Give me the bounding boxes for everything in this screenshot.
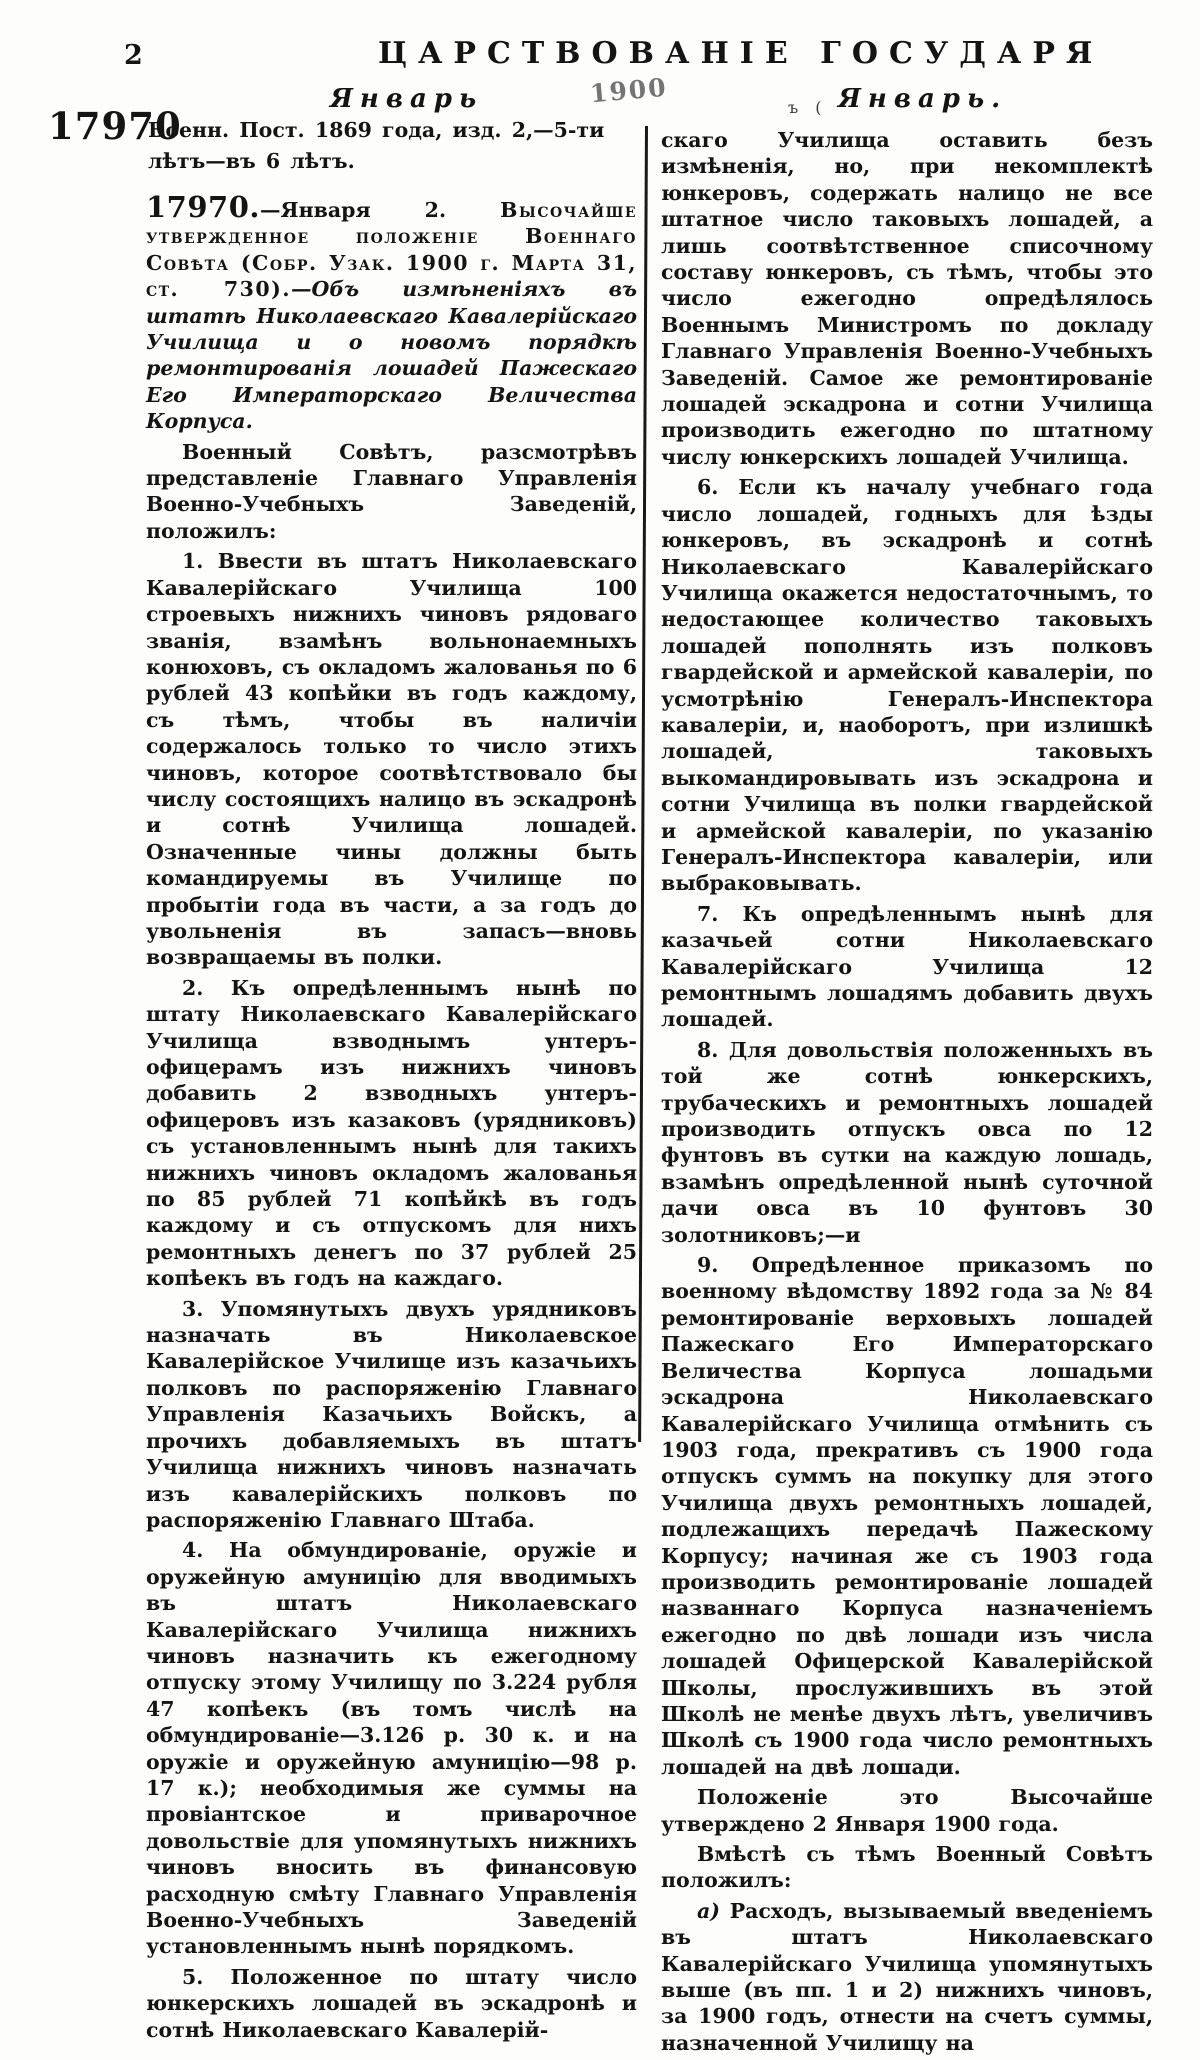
right-column	[661, 127, 1153, 2060]
paragraph-point-6: 6. Если къ началу учебнаго года число лошадей, годныхъ для ѣзды юнкеровъ, въ эскадронѣ и сотнѣ Николаевскаго Кавалерійскаго Училища окажется недостаточнымъ, то недостающее количество таковыхъ лошадей пополнять изъ полковъ гвардейской и армейской кавалеріи, по усмотрѣнію Генералъ-Инспектора кавалеріи, и, наоборотъ, при излишкѣ лошадей, таковыхъ выкомандировывать изъ эскадрона и сотни Училища въ полки гвардейской и армейской кавалеріи, по указанію Генералъ-Инспектора кавалеріи, или выбраковывать.	[661, 475, 1153, 896]
paragraph-point-2: 2. Къ опредѣленнымъ нынѣ по штату Николаевскаго Кавалерійскаго Училища взводнымъ унтеръ-офицерамъ изъ нижнихъ чиновъ добавить 2 взводныхъ унтеръ-офицеровъ изъ казаковъ (урядниковъ) съ установленнымъ нынѣ для такихъ нижнихъ чиновъ окладомъ жалованья по 85 рублей 71 копѣйкѣ въ годъ каждому и съ отпускомъ для нихъ ремонтныхъ денегъ по 37 рублей 25 копѣекъ въ годъ на каждаго.	[146, 975, 637, 1291]
paragraph-point-7: 7. Къ опредѣленнымъ нынѣ для казачьей сотни Николаевскаго Кавалерійскаго Училища 12 ремонтнымъ лошадямъ добавить двухъ лошадей.	[661, 901, 1153, 1032]
paragraph-point-5-continued: скаго Училища оставить безъ измѣненія, но, при некомплектѣ юнкеровъ, содержать налицо не все штатное число таковыхъ лошадей, а лишь соотвѣтственное списочному составу юнкеровъ, съ тѣмъ, чтобы это число ежегодно опредѣлялось Военнымъ Министромъ по докладу Главнаго Управленія Военно-Учебныхъ Заведеній. Самое же ремонтированіе лошадей эскадрона и сотни Училища производить ежегодно по штатному числу юнкерскихъ лошадей Училища.	[661, 128, 1153, 469]
header-month-right: Январь.	[838, 84, 1008, 114]
article-heading	[146, 190, 637, 435]
paragraph-point-4: 4. На обмундированіе, оружіе и оружейную амуницію для вводимыхъ въ штатъ Николаевскаго Кавалерійскаго Училища нижнихъ чиновъ назначить къ ежегодному отпуску этому Училищу по 3.224 рубля 47 копѣекъ (въ томъ числѣ на обмундированіе—3.126 р. 30 к. и на оружіе и оружейную амуницію—98 р. 17 к.); необходимыя же суммы на провіантское и приварочное довольствіе для упомянутыхъ нижнихъ чиновъ вносить въ финансовую расходную смѣту Главнаго Управленія Военно-Учебныхъ Заведеній установленнымъ нынѣ порядкомъ.	[146, 1538, 637, 1959]
paragraph-council-resolved: Вмѣстѣ съ тѣмъ Военный Совѣтъ положилъ:	[661, 1842, 1153, 1893]
paragraph-item-a	[661, 1898, 1153, 2056]
paragraph-point-3: 3. Упомянутыхъ двухъ урядниковъ назначать въ Николаевское Кавалерійское Училище изъ казачьихъ полковъ по распоряженію Главнаго Управленія Казачьихъ Войскъ, а прочихъ добавляемыхъ въ штатъ Училища нижнихъ чиновъ назначать изъ кавалерійскихъ полковъ по распоряженію Главнаго Штаба.	[146, 1296, 637, 1532]
paragraph-point-8: 8. Для довольствія положенныхъ въ той же сотнѣ юнкерскихъ, трубаческихъ и ремонтныхъ лошадей производить отпускъ овса по 12 фунтовъ въ сутки на каждую лошадь, взамѣнъ опредѣленной нынѣ суточной дачи овса въ 10 фунтовъ 30 золотниковъ;—и	[661, 1037, 1153, 1247]
item-a-lead: а)	[697, 1898, 720, 1923]
paragraph-point-1: 1. Ввести въ штатъ Николаевскаго Кавалерійскаго Училища 100 строевыхъ нижнихъ чиновъ рядоваго званія, взамѣнъ вольнонаемныхъ конюховъ, съ окладомъ жалованья по 6 рублей 43 копѣйки въ годъ каждому, съ тѣмъ, чтобы въ наличіи содержалось только то число этихъ чиновъ, которое соотвѣтствовало бы числу состоящихъ налицо въ эскадронѣ и сотнѣ Училища лошадей. Означенные чины должны быть командируемы въ Училище по пробытіи года въ части, а за годъ до увольненія въ запасъ—вновь возвращаемы въ полки.	[146, 549, 637, 970]
paragraph-approval: Положеніе это Высочайше утверждено 2 Января 1900 года.	[661, 1785, 1153, 1836]
header-month-left: Январь	[330, 84, 484, 114]
scan-artifact-marks: ъ (	[788, 98, 828, 117]
item-a-text: Расходъ, вызываемый введеніемъ въ штатъ Николаевскаго Кавалерійскаго Училища упомянутыхъ выше (въ пп. 1 и 2) нижнихъ чиновъ, за 1900 годъ, отнести на счетъ суммы, назначенной Училищу на	[661, 1898, 1153, 2055]
column-divider-rule	[638, 126, 647, 1442]
article-number: 17970.	[146, 190, 260, 224]
paragraph-point-9: 9. Опредѣленное приказомъ по военному вѣдомству 1892 года за № 84 ремонтированіе верховыхъ лошадей Пажескаго Его Императорскаго Величества Корпуса лошадьми эскадрона Николаевскаго Кавалерійскаго Училища отмѣнить съ 1903 года, прекративъ съ 1900 года отпускъ суммъ на покупку для этого Училища двухъ ремонтныхъ лошадей, подлежащихъ передачѣ Пажескому Корпусу; начиная же съ 1903 года производить ремонтированіе лошадей названнаго Корпуса назначеніемъ ежегодно по двѣ лошади изъ числа лошадей Офицерской Кавалерійской Школы, прослужившихъ въ этой Школѣ не менѣе двухъ лѣтъ, увеличивъ Школѣ съ 1900 года число ремонтныхъ лошадей на двѣ лошади.	[661, 1253, 1153, 1779]
page-number: 2	[124, 40, 143, 71]
article-title-subject: —Объ измѣненіяхъ въ штатѣ Николаевскаго Кавалерійскаго Училища и о новомъ порядкѣ ремонтированія лошадей Пажескаго Его Императорскаго Величества Корпуса.	[146, 277, 637, 434]
law-number-margin: 17970	[48, 104, 182, 148]
paragraph-intro: Военный Совѣтъ, разсмотрѣвъ представленіе Главнаго Управленія Военно-Учебныхъ Заведеній, положилъ:	[146, 439, 637, 543]
paragraph-point-5-start: 5. Положенное по штату число юнкерскихъ лошадей въ эскадронѣ и сотнѣ Николаевскаго Кавалерій-	[146, 1964, 637, 2042]
article-title-caps: Высочайше утвержденное положеніе Военнаго Совѣта (Собр. Узак. 1900 г. Марта 31, ст. 730).	[146, 198, 637, 302]
margin-entry-text: Военн. Пост. 1869 года, изд. 2,—5-ти лѣтъ—въ 6 лѣтъ.	[148, 118, 605, 173]
running-title: ЦАРСТВОВАНІЕ ГОСУДАРЯ	[378, 36, 1104, 71]
left-column	[146, 190, 637, 2047]
header-year-watermark: 1900	[588, 72, 669, 109]
article-date: —Января 2.	[260, 198, 501, 222]
